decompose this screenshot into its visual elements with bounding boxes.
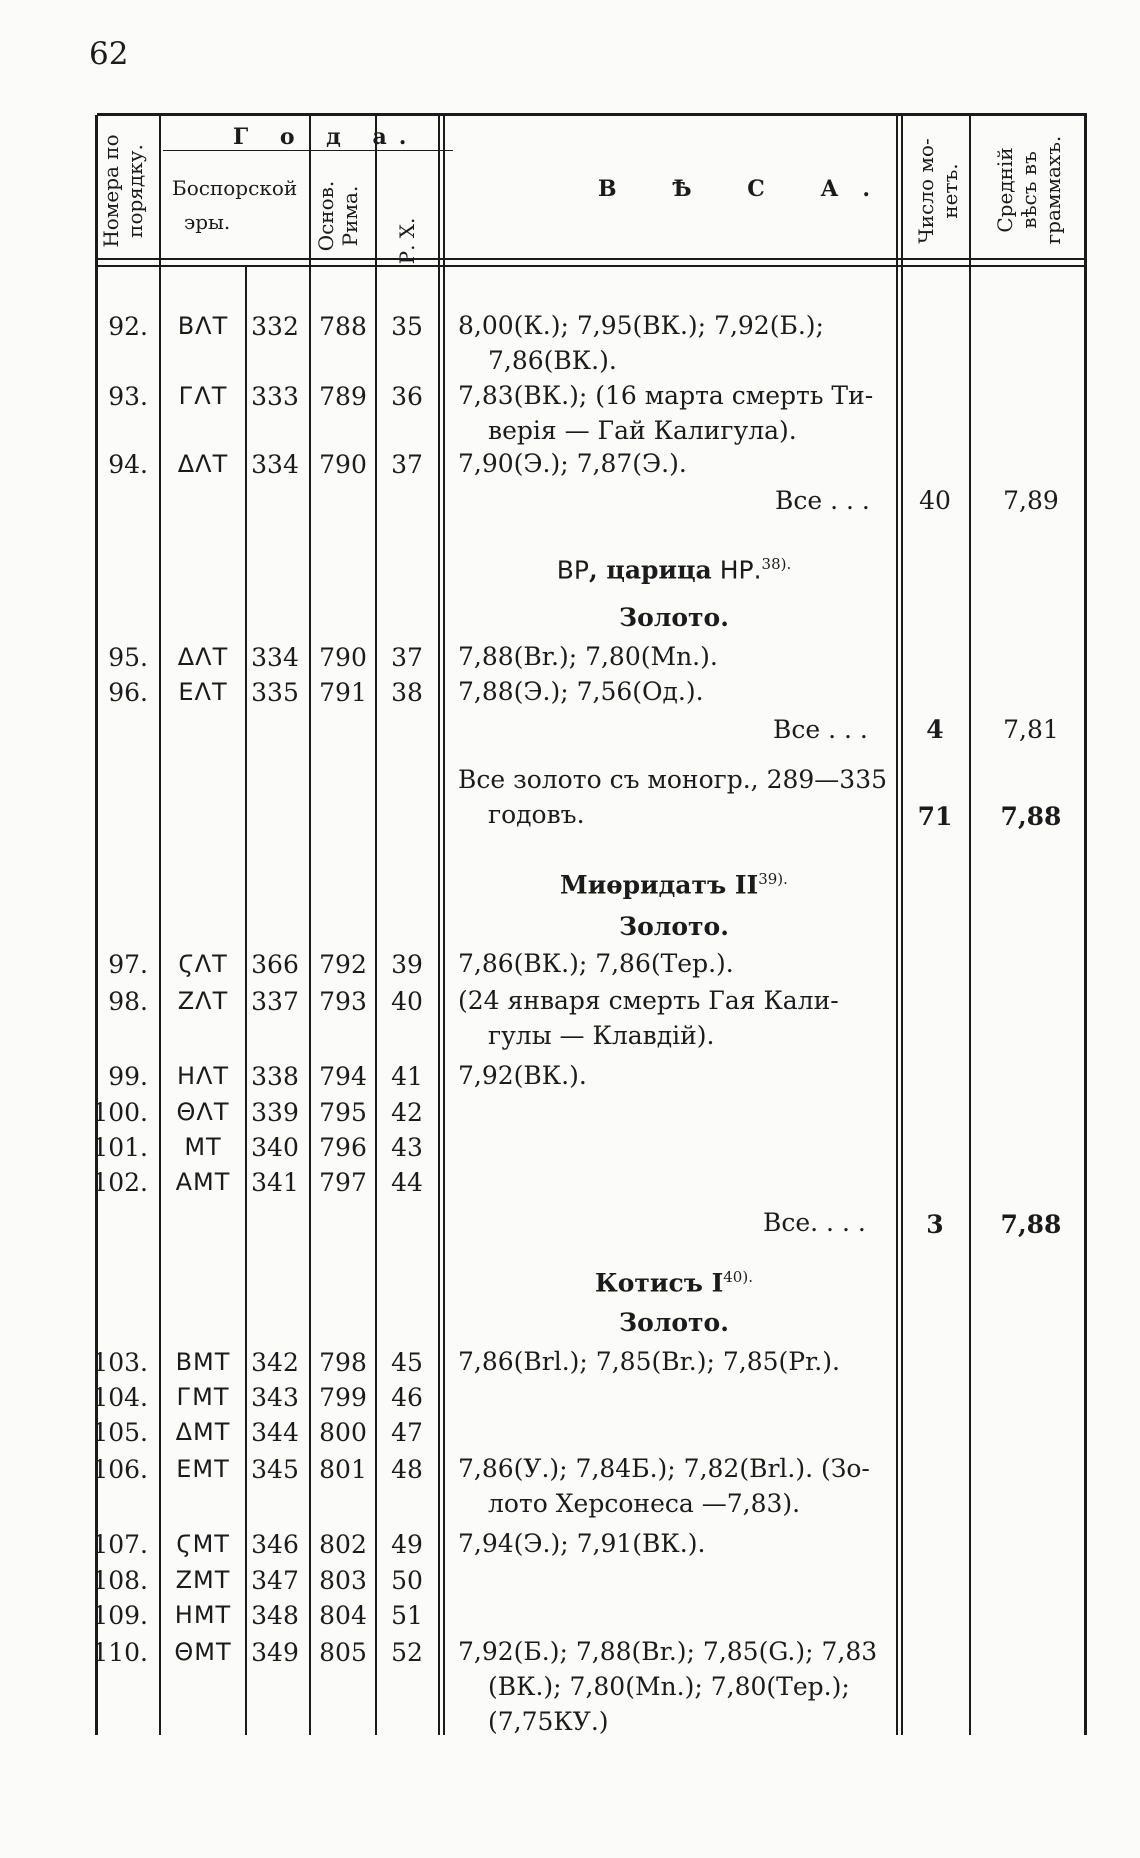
weights-text: 7,88(Э.); 7,56(Од.). <box>458 677 704 706</box>
era-year: 340 <box>251 1133 299 1162</box>
rome-year: 799 <box>319 1383 367 1412</box>
weights-text <box>458 308 890 378</box>
rome-year: 797 <box>319 1168 367 1197</box>
weights-line: (7,75КУ.) <box>488 1707 609 1736</box>
header-col-rim <box>314 164 366 268</box>
bosporan-year: ЕΛТ <box>178 678 228 706</box>
bosporan-year: МТ <box>184 1133 222 1161</box>
era-year: 335 <box>251 678 299 707</box>
weights-text <box>458 1451 890 1521</box>
table-row <box>0 1418 1140 1454</box>
weights-line: лото Херсонеса —7,83). <box>488 1489 801 1518</box>
rome-year: 800 <box>319 1418 367 1447</box>
era-year: 348 <box>251 1601 299 1630</box>
weights-line: 7,92(Б.); 7,88(Br.); 7,85(G.); 7,83 <box>458 1637 878 1666</box>
ad-year: 50 <box>391 1566 423 1595</box>
weights-text: 7,88(Br.); 7,80(Mn.). <box>458 642 718 671</box>
col-divider-rim <box>375 115 377 1735</box>
ad-year: 46 <box>391 1383 423 1412</box>
row-number: 96. <box>108 678 148 707</box>
bosporan-year: ϚΛТ <box>178 950 228 978</box>
rome-year: 802 <box>319 1530 367 1559</box>
row-number: 105. <box>92 1418 148 1447</box>
rome-year: 801 <box>319 1455 367 1484</box>
ad-year: 36 <box>391 382 423 411</box>
heading-mithridates-note: 39). <box>758 870 788 888</box>
row-number: 94. <box>108 450 148 479</box>
header-col-count-line1: Число мо- <box>914 138 938 244</box>
weights-text <box>458 378 890 448</box>
heading-queen-name: НР. <box>719 555 762 585</box>
table-row <box>0 1168 1140 1204</box>
bosporan-year: ЕМТ <box>176 1455 230 1483</box>
row-number: 100. <box>92 1098 148 1127</box>
header-col-rim-line1: Основ. <box>314 180 338 252</box>
era-year: 343 <box>251 1383 299 1412</box>
ad-year: 42 <box>391 1098 423 1127</box>
ad-year: 52 <box>391 1638 423 1667</box>
total-avg: 7,88 <box>1000 802 1062 831</box>
header-col-avg-line1: Средній <box>993 147 1017 233</box>
table-right-border <box>1084 115 1087 1735</box>
col-divider-text-1 <box>896 115 898 1735</box>
row-number: 101. <box>92 1133 148 1162</box>
era-year: 347 <box>251 1566 299 1595</box>
weights-line: 7,86(У.); 7,84Б.); 7,82(Brl.). (Зо- <box>458 1454 870 1483</box>
sum-avg-c: 7,88 <box>1000 1210 1062 1239</box>
rome-year: 789 <box>319 382 367 411</box>
era-year: 334 <box>251 450 299 479</box>
bosporan-year: ZΛТ <box>177 987 229 1015</box>
bosporan-year: ΘМТ <box>174 1638 232 1666</box>
header-bosp-line1: Боспорской <box>172 176 298 200</box>
bosporan-year: ΔΛТ <box>177 450 229 478</box>
bosporan-year: ΔΛТ <box>177 643 229 671</box>
sum-count-c: 3 <box>926 1210 944 1239</box>
era-year: 366 <box>251 950 299 979</box>
header-col-no <box>99 106 151 276</box>
heading-gold-c: Золото. <box>619 912 729 941</box>
bosporan-year: НΛТ <box>176 1062 230 1090</box>
weights-line: 7,86(ВК.); 7,86(Тер.). <box>458 949 734 978</box>
ad-year: 38 <box>391 678 423 707</box>
row-number: 106. <box>92 1455 148 1484</box>
weights-line: 7,90(Э.); 7,87(Э.). <box>458 449 687 478</box>
rome-year: 798 <box>319 1348 367 1377</box>
years-subrule <box>163 150 453 151</box>
header-col-avg-line3: граммахъ. <box>1041 135 1065 245</box>
era-year: 342 <box>251 1348 299 1377</box>
sum-label-a: Все . . . <box>775 486 870 515</box>
ad-year: 35 <box>391 312 423 341</box>
col-divider-era <box>309 115 311 1735</box>
era-year: 338 <box>251 1062 299 1091</box>
rome-year: 790 <box>319 643 367 672</box>
weights-line: (24 января смерть Гая Кали- <box>458 986 839 1015</box>
weights-text <box>458 983 890 1053</box>
weights-line: 8,00(К.); 7,95(ВК.); 7,92(Б.); <box>458 311 824 340</box>
header-col-rx: Р. Х. <box>395 217 419 265</box>
total-gold-text <box>458 762 890 832</box>
era-year: 332 <box>251 312 299 341</box>
heading-queen-note: 38). <box>761 555 792 573</box>
heading-kotis-note: 40). <box>723 1268 753 1286</box>
bosporan-year: ϚМТ <box>176 1530 230 1558</box>
heading-queen-title: , царица <box>588 555 712 585</box>
rome-year: 790 <box>319 450 367 479</box>
weights-text <box>458 1526 890 1561</box>
bosporan-year: ГМТ <box>176 1383 230 1411</box>
ad-year: 49 <box>391 1530 423 1559</box>
heading-mithridates <box>458 870 890 899</box>
weights-line: 7,92(ВК.). <box>458 1061 587 1090</box>
rome-year: 803 <box>319 1566 367 1595</box>
rome-year: 791 <box>319 678 367 707</box>
weights-line: гулы — Клавдій). <box>488 1021 715 1050</box>
weights-line: 7,94(Э.); 7,91(ВК.). <box>458 1529 706 1558</box>
era-year: 334 <box>251 643 299 672</box>
header-col-count <box>914 106 966 276</box>
era-year: 333 <box>251 382 299 411</box>
bosporan-year: НМТ <box>174 1601 232 1629</box>
header-col-avg <box>993 105 1069 275</box>
row-number: 103. <box>92 1348 148 1377</box>
row-number: 92. <box>108 312 148 341</box>
table-row <box>0 1601 1140 1637</box>
ad-year: 41 <box>391 1062 423 1091</box>
weights-text <box>458 1344 890 1379</box>
bosporan-year: ВМТ <box>175 1348 231 1376</box>
era-year: 337 <box>251 987 299 1016</box>
weights-text <box>458 1634 890 1739</box>
monogram: ΒΡ <box>556 555 589 585</box>
rome-year: 793 <box>319 987 367 1016</box>
sum-count-a: 40 <box>919 486 951 515</box>
header-years: Г о д а. <box>233 124 419 150</box>
total-gold-line1: Все золото съ моногр., 289—335 <box>458 765 888 794</box>
row-number: 97. <box>108 950 148 979</box>
header-bosp-line2: эры. <box>184 210 231 234</box>
table-left-border <box>95 115 98 1735</box>
row-number: 98. <box>108 987 148 1016</box>
header-col-no-line1: Номера по <box>99 134 123 248</box>
rome-year: 792 <box>319 950 367 979</box>
ad-year: 43 <box>391 1133 423 1162</box>
heading-gold-b: Золото. <box>619 603 729 632</box>
weights-line: 7,86(ВК.). <box>488 346 617 375</box>
ad-year: 37 <box>391 643 423 672</box>
sum-label-c: Все. . . . <box>763 1208 866 1237</box>
table-row <box>0 1383 1140 1419</box>
era-year: 344 <box>251 1418 299 1447</box>
table-row <box>0 1566 1140 1602</box>
col-divider-count <box>969 115 971 1735</box>
era-year: 345 <box>251 1455 299 1484</box>
era-year: 339 <box>251 1098 299 1127</box>
row-number: 95. <box>108 643 148 672</box>
row-number: 107. <box>92 1530 148 1559</box>
bosporan-year: ΔМТ <box>175 1418 231 1446</box>
heading-kotis <box>458 1268 890 1297</box>
ad-year: 47 <box>391 1418 423 1447</box>
ad-year: 45 <box>391 1348 423 1377</box>
col-divider-rx-2 <box>443 115 445 1735</box>
row-number: 104. <box>92 1383 148 1412</box>
bosporan-year: ZМТ <box>175 1566 231 1594</box>
header-vesa: В Ѣ С А. <box>598 176 895 202</box>
weights-text <box>458 1058 890 1093</box>
sum-avg-b: 7,81 <box>1003 715 1059 744</box>
ad-year: 37 <box>391 450 423 479</box>
rome-year: 795 <box>319 1098 367 1127</box>
weights-line: 7,83(ВК.); (16 марта смерть Ти- <box>458 381 874 410</box>
sum-count-b: 4 <box>926 715 944 744</box>
row-number: 109. <box>92 1601 148 1630</box>
sum-avg-a: 7,89 <box>1003 486 1059 515</box>
ad-year: 40 <box>391 987 423 1016</box>
table-row <box>0 1098 1140 1134</box>
sum-label-b: Все . . . <box>773 715 868 744</box>
weights-text <box>458 946 890 981</box>
total-count: 71 <box>917 802 953 831</box>
table-row <box>0 1133 1140 1169</box>
header-col-no-line2: порядку. <box>123 144 147 238</box>
row-number: 108. <box>92 1566 148 1595</box>
row-number: 110. <box>92 1638 148 1667</box>
weights-text <box>458 446 890 481</box>
rome-year: 796 <box>319 1133 367 1162</box>
bosporan-year: ВΛТ <box>177 312 229 340</box>
heading-queen <box>458 555 890 584</box>
bosporan-year: ΘΛТ <box>176 1098 230 1126</box>
col-divider-text-2 <box>901 115 903 1735</box>
page-number: 62 <box>89 36 129 72</box>
ad-year: 51 <box>391 1601 423 1630</box>
header-col-count-line2: нетъ. <box>938 163 962 219</box>
weights-line: (ВК.); 7,80(Mn.); 7,80(Тер.); <box>488 1672 850 1701</box>
bosporan-year: АМТ <box>175 1168 231 1196</box>
rome-year: 794 <box>319 1062 367 1091</box>
header-col-avg-line2: вѣсъ въ <box>1017 151 1041 229</box>
heading-kotis-title: Котисъ I <box>595 1268 724 1298</box>
era-year: 346 <box>251 1530 299 1559</box>
header-col-rim-line2: Рима. <box>338 185 362 247</box>
era-year: 341 <box>251 1168 299 1197</box>
ad-year: 44 <box>391 1168 423 1197</box>
rome-year: 805 <box>319 1638 367 1667</box>
col-divider-rx-1 <box>438 115 440 1735</box>
weights-line: 7,86(Brl.); 7,85(Br.); 7,85(Pr.). <box>458 1347 840 1376</box>
total-gold-line2: годовъ. <box>488 800 585 829</box>
heading-mithridates-title: Миѳридатъ II <box>560 870 759 900</box>
col-divider-no <box>159 115 161 1735</box>
row-number: 99. <box>108 1062 148 1091</box>
rome-year: 804 <box>319 1601 367 1630</box>
heading-gold-d: Золото. <box>619 1308 729 1337</box>
ad-year: 39 <box>391 950 423 979</box>
ad-year: 48 <box>391 1455 423 1484</box>
row-number: 102. <box>92 1168 148 1197</box>
bosporan-year: ГΛТ <box>178 382 228 410</box>
weights-line: верія — Гай Калигула). <box>488 416 797 445</box>
row-number: 93. <box>108 382 148 411</box>
era-year: 349 <box>251 1638 299 1667</box>
rome-year: 788 <box>319 312 367 341</box>
